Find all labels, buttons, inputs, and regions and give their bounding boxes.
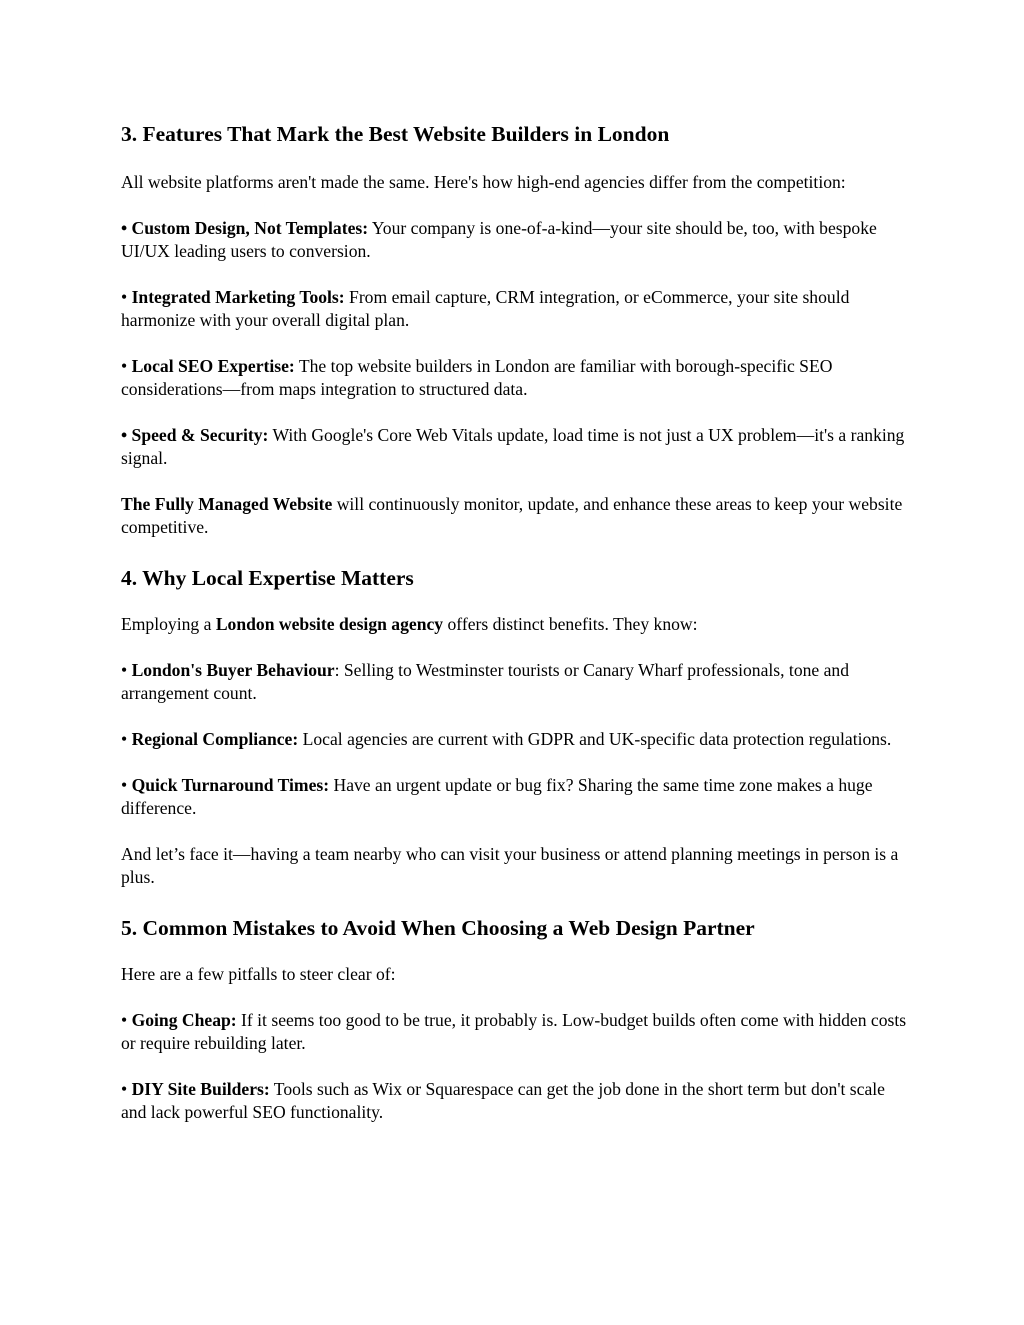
- feature-item-label: • Speed & Security:: [121, 425, 269, 445]
- mistake-item-text: Tools such as Wix or Squarespace can get the job done in the short term but don't scale and lack powerful SEO functionality.: [121, 1079, 885, 1122]
- mistake-item-diy-builders: [121, 1078, 911, 1124]
- section-3-heading: 3. Features That Mark the Best Website Builders in London: [121, 122, 670, 146]
- mistake-item-text: If it seems too good to be true, it probably is. Low-budget builds often come with hidden costs or require rebuilding later.: [121, 1010, 907, 1053]
- intro-post: offers distinct benefits. They know:: [443, 614, 698, 634]
- benefit-item-label: Quick Turnaround Times:: [131, 775, 330, 795]
- bullet: •: [121, 729, 132, 749]
- bullet: •: [121, 356, 132, 376]
- document-page: [121, 120, 911, 1124]
- benefit-item-label: London's Buyer Behaviour: [131, 660, 335, 680]
- feature-item-text: From email capture, CRM integration, or eCommerce, your site should harmonize with your overall digital plan.: [121, 287, 850, 330]
- benefit-item-buyer-behaviour: [121, 659, 911, 705]
- feature-item-text: The top website builders in London are familiar with borough-specific SEO considerations—from maps integration to structured data.: [121, 356, 833, 399]
- intro-bold: London website design agency: [215, 614, 444, 634]
- benefit-item-text: Have an urgent update or bug fix? Sharing the same time zone makes a huge difference.: [121, 775, 873, 818]
- feature-item-text: Your company is one-of-a-kind—your site should be, too, with bespoke UI/UX leading users to conversion.: [121, 218, 877, 261]
- feature-item-marketing-tools: [121, 286, 911, 332]
- closing-text: will continuously monitor, update, and enhance these areas to keep your website competitive.: [121, 494, 903, 537]
- section-4-heading: 4. Why Local Expertise Matters: [121, 566, 414, 590]
- bullet: •: [121, 660, 132, 680]
- feature-item-label: Integrated Marketing Tools:: [131, 287, 345, 307]
- bullet: •: [121, 1079, 132, 1099]
- section-4-intro: [121, 613, 911, 636]
- benefit-item-text: : Selling to Westminster tourists or Canary Wharf professionals, tone and arrangement count.: [121, 660, 850, 703]
- bullet: •: [121, 775, 132, 795]
- mistake-item-going-cheap: [121, 1009, 911, 1055]
- bullet: •: [121, 287, 132, 307]
- benefit-item-regional-compliance: [121, 728, 911, 751]
- feature-item-text: With Google's Core Web Vitals update, load time is not just a UX problem—it's a ranking signal.: [121, 425, 905, 468]
- section-5-heading: 5. Common Mistakes to Avoid When Choosing a Web Design Partner: [121, 916, 755, 940]
- feature-item-speed-security: [121, 424, 911, 470]
- feature-item-label: Local SEO Expertise:: [131, 356, 295, 376]
- intro-pre: Employing a: [121, 614, 216, 634]
- section-4-closing: And let’s face it—having a team nearby who can visit your business or attend planning meetings in person is a plus.: [121, 844, 899, 887]
- section-3-closing: [121, 493, 911, 539]
- closing-bold: The Fully Managed Website: [121, 494, 333, 514]
- feature-item-custom-design: [121, 217, 911, 263]
- mistake-item-label: Going Cheap:: [131, 1010, 237, 1030]
- benefit-item-text: Local agencies are current with GDPR and UK-specific data protection regulations.: [298, 729, 892, 749]
- benefit-item-quick-turnaround: [121, 774, 911, 820]
- feature-item-label: • Custom Design, Not Templates:: [121, 218, 369, 238]
- feature-item-local-seo: [121, 355, 911, 401]
- mistake-item-label: DIY Site Builders:: [131, 1079, 270, 1099]
- benefit-item-label: Regional Compliance:: [131, 729, 299, 749]
- section-3-intro: All website platforms aren't made the same. Here's how high-end agencies differ from the competition:: [121, 172, 846, 192]
- section-5-intro: Here are a few pitfalls to steer clear of:: [121, 964, 396, 984]
- bullet: •: [121, 1010, 132, 1030]
